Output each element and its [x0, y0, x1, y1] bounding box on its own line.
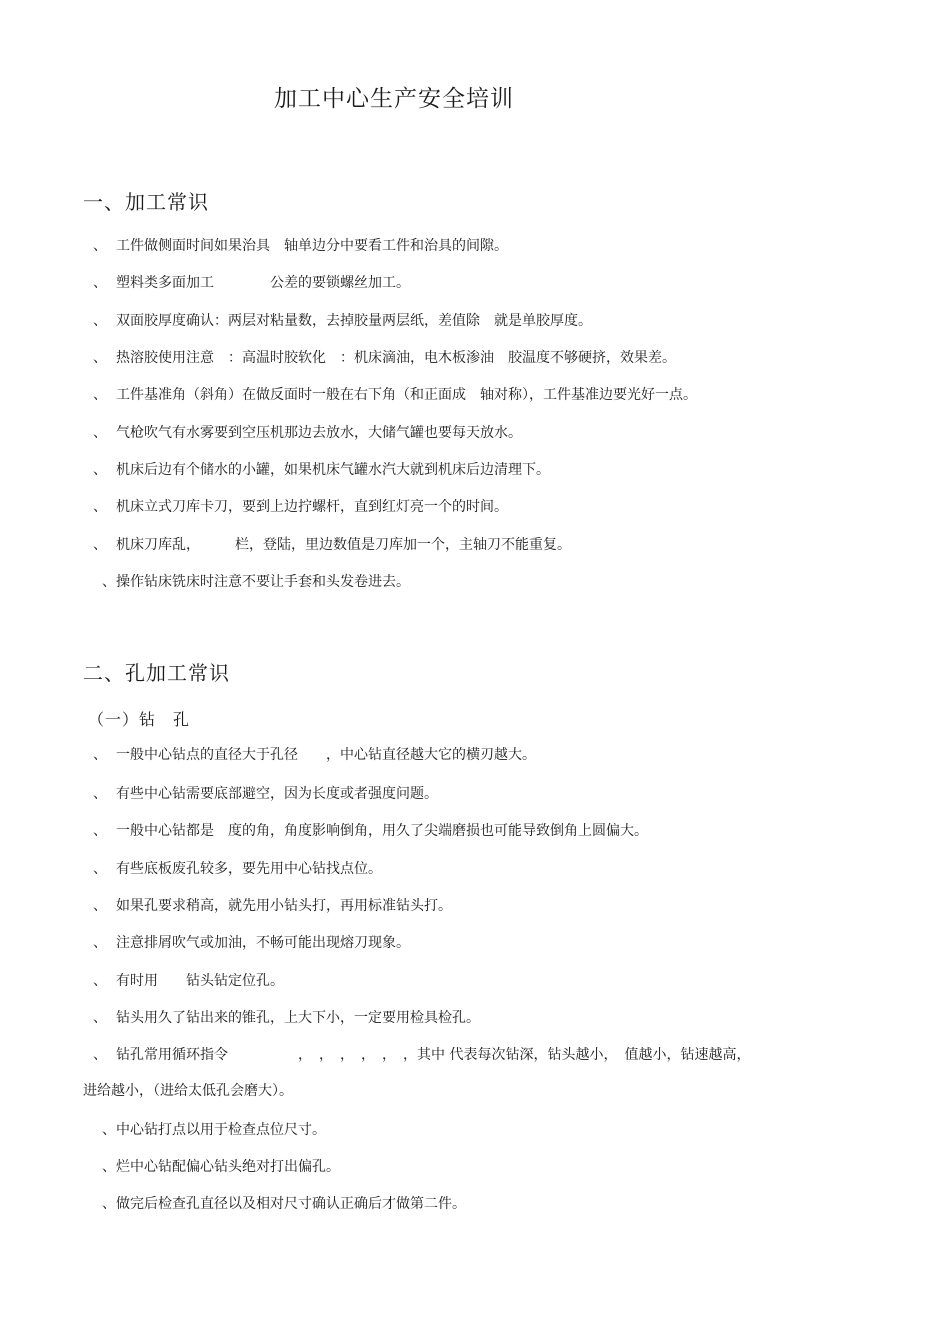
list-item [102, 1157, 340, 1177]
list-item-mark: 、 [93, 313, 107, 329]
list-item-text: 一般中心钻都是 度的角，角度影响倒角，用久了尖端磨损也可能导致倒角上圆偏大。 [116, 823, 648, 839]
list-item-text: 有些中心钻需要底部避空，因为长度或者强度问题。 [116, 786, 438, 802]
list-item-text: 钻头用久了钻出来的锥孔，上大下小，一定要用检具检孔。 [116, 1010, 480, 1026]
section-heading-hole-machining: 二、孔加工常识 [83, 661, 230, 685]
list-item-text: 注意排屑吹气或加油，不畅可能出现熔刀现象。 [116, 935, 410, 951]
list-item-mark: 、 [93, 1010, 107, 1026]
list-item-mark: 、 [93, 786, 107, 802]
list-item-continuation [83, 1081, 293, 1101]
list-item-mark: 、 [93, 462, 107, 478]
list-item-text: 机床刀库乱， 栏，登陆，里边数值是刀库加一个，主轴刀不能重复。 [116, 537, 571, 553]
list-item-mark: 、 [102, 574, 116, 590]
list-item-mark: 、 [93, 387, 107, 403]
list-item-text: 有些底板废孔较多，要先用中心钻找点位。 [116, 861, 382, 877]
list-item-text: 如果孔要求稍高，就先用小钻头打，再用标准钻头打。 [116, 898, 452, 914]
list-item-mark: 、 [93, 823, 107, 839]
list-item [93, 1045, 750, 1065]
list-item [93, 497, 508, 517]
list-item [93, 896, 452, 916]
list-item-mark: 、 [93, 1047, 107, 1063]
list-item [102, 1194, 466, 1214]
list-item-text: 操作钻床铣床时注意不要让手套和头发卷进去。 [116, 574, 410, 590]
list-item-text: 气枪吹气有水雾要到空压机那边去放水，大储气罐也要每天放水。 [116, 425, 522, 441]
list-item-text: 机床立式刀库卡刀，要到上边拧螺杆，直到红灯亮一个的时间。 [116, 499, 508, 515]
list-item-text: 塑料类多面加工 公差的要锁螺丝加工。 [116, 275, 410, 291]
list-item [93, 821, 648, 841]
list-item-mark: 、 [102, 1159, 116, 1175]
list-item-mark: 、 [93, 973, 107, 989]
list-item-text: 双面胶厚度确认：两层对粘量数，去掉胶量两层纸，差值除 就是单胶厚度。 [116, 313, 592, 329]
document-title: 加工中心生产安全培训 [274, 86, 514, 112]
list-item [93, 1008, 480, 1028]
list-item-mark: 、 [93, 898, 107, 914]
list-item-text: 工件基准角（斜角）在做反面时一般在右下角（和正面成 轴对称），工件基准边要光好一点。 [116, 387, 697, 403]
list-item-mark: 、 [102, 1196, 116, 1212]
list-item [93, 273, 410, 293]
list-item-mark: 、 [102, 1122, 116, 1138]
list-item-mark: 、 [93, 537, 107, 553]
list-item [93, 460, 550, 480]
list-item [93, 348, 676, 368]
list-item-mark: 、 [93, 425, 107, 441]
list-item-mark: 、 [93, 747, 107, 763]
list-item-text: 烂中心钻配偏心钻头绝对打出偏孔。 [116, 1159, 340, 1175]
list-item [93, 859, 382, 879]
list-item [102, 1120, 326, 1140]
list-item [93, 236, 508, 256]
list-item-mark: 、 [93, 499, 107, 515]
list-item [93, 423, 522, 443]
list-item [93, 385, 697, 405]
list-item-text: 进给越小，（进给太低孔会磨大）。 [83, 1083, 293, 1099]
list-item [93, 535, 571, 555]
list-item-text: 一般中心钻点的直径大于孔径 ，中心钻直径越大它的横刃越大。 [116, 747, 536, 763]
list-item-mark: 、 [93, 861, 107, 877]
list-item-mark: 、 [93, 238, 107, 254]
list-item-text: 做完后检查孔直径以及相对尺寸确认正确后才做第二件。 [116, 1196, 466, 1212]
list-item [93, 971, 284, 991]
list-item [93, 311, 592, 331]
list-item-mark: 、 [93, 275, 107, 291]
list-item-mark: 、 [93, 935, 107, 951]
list-item-mark: 、 [93, 350, 107, 366]
list-item [93, 933, 410, 953]
list-item [93, 784, 438, 804]
list-item [93, 745, 536, 765]
subheading-drilling: （一）钻 孔 [88, 710, 191, 729]
list-item-text: 钻孔常用循环指令 ， ， ， ， ， ，其中 代表每次钻深，钻头越小， 值越小，钻速越高， [116, 1047, 751, 1063]
list-item-text: 工件做侧面时间如果治具 轴单边分中要看工件和治具的间隙。 [116, 238, 508, 254]
list-item-text: 机床后边有个储水的小罐，如果机床气罐水汽大就到机床后边清理下。 [116, 462, 550, 478]
list-item-text: 中心钻打点以用于检查点位尺寸。 [116, 1122, 326, 1138]
section-heading-general-knowledge: 一、加工常识 [83, 190, 209, 214]
list-item-text: 热溶胶使用注意 ：高温时胶软化 ：机床滴油，电木板渗油 胶温度不够硬挤，效果差。 [116, 350, 676, 366]
list-item [102, 572, 410, 592]
list-item-text: 有时用 钻头钻定位孔。 [116, 973, 284, 989]
